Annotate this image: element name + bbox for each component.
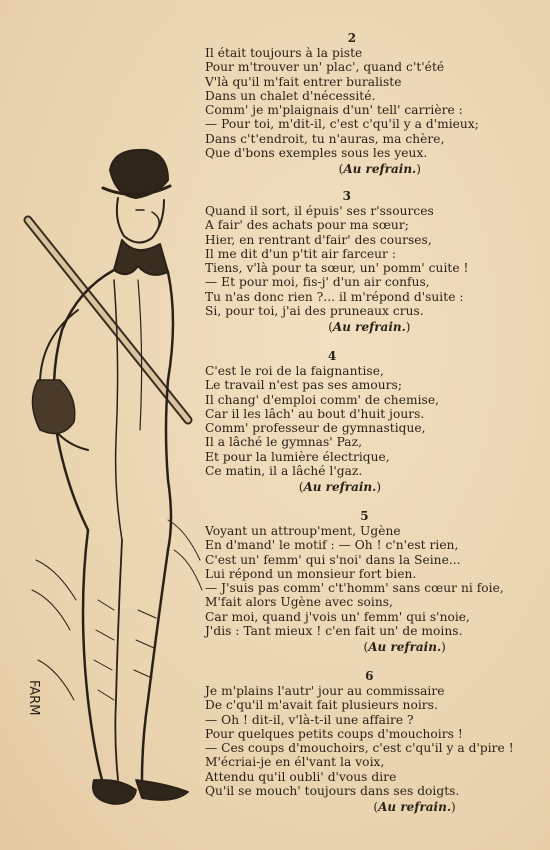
- verse-line: V'là qu'il m'fait entrer buraliste: [205, 74, 402, 89]
- stanza-6: [205, 668, 514, 816]
- verse-line: En d'mand' le motif : — Oh ! c'n'est rien,: [205, 538, 459, 553]
- refrain-marker: (Au refrain.): [338, 162, 421, 177]
- stanza-number: 6: [365, 669, 374, 683]
- verse-line: Car il les lâch' au bout d'huit jours.: [205, 406, 425, 421]
- verse-line: — J'suis pas comm' c't'homm' sans cœur ni foie,: [205, 581, 504, 596]
- verse-line: Dans c't'endroit, tu n'auras, ma chère,: [205, 131, 445, 146]
- verse-line: Je m'plains l'autr' jour au commissaire: [205, 684, 445, 698]
- stanza-number: 2: [347, 31, 357, 45]
- verse-line: Pour quelques petits coups d'mouchoirs !: [205, 726, 463, 741]
- stanza-number: 5: [360, 509, 369, 523]
- artist-signature: FARM: [26, 680, 41, 716]
- verse-line: Il chang' d'emploi comm' de chemise,: [205, 392, 440, 407]
- verse-line: — Pour toi, m'dit-il, c'est c'qu'il y a d'mieux;: [205, 117, 479, 132]
- verse-line: — Ces coups d'mouchoirs, c'est c'qu'il y a d'pire !: [205, 741, 514, 756]
- verse-line: Comm' je m'plaignais d'un' tell' carrière :: [205, 103, 463, 118]
- man-with-cane-illustration: [18, 140, 208, 830]
- verse-line: Ce matin, il a lâché l'gaz.: [205, 464, 363, 479]
- verse-line: Dans un chalet d'nécessité.: [205, 88, 376, 103]
- stanza-number: 3: [342, 189, 351, 203]
- verse-line: Tu n'as donc rien ?... il m'répond d'suite :: [205, 289, 464, 304]
- verse-line: Lui répond un monsieur fort bien.: [205, 566, 417, 581]
- verse-line: Tiens, v'là pour ta sœur, un' pomm' cuite !: [205, 261, 469, 276]
- refrain-marker: (Au refrain.): [363, 640, 446, 655]
- verse-line: C'est le roi de la faignantise,: [205, 364, 384, 378]
- refrain-marker: (Au refrain.): [298, 480, 382, 495]
- stanza-2: [205, 30, 479, 178]
- verse-line: Le travail n'est pas ses amours;: [205, 378, 403, 393]
- verse-line: Et pour la lumière électrique,: [205, 449, 390, 464]
- refrain-marker: (Au refrain.): [328, 320, 411, 335]
- verse-line: C'est un' femm' qui s'noi' dans la Seine...: [205, 552, 461, 567]
- stanza-4: [205, 348, 439, 496]
- verse-line: Quand il sort, il épuis' ses r'ssources: [205, 204, 434, 218]
- verse-line: Attendu qu'il oubli' d'vous dire: [205, 769, 397, 784]
- verse-line: J'dis : Tant mieux ! c'en fait un' de moins.: [205, 624, 463, 639]
- verse-line: Voyant un attroup'ment, Ugène: [205, 524, 401, 538]
- verse-line: M'fait alors Ugène avec soins,: [205, 595, 393, 610]
- verse-line: — Et pour moi, fis-j' d'un air confus,: [205, 275, 430, 290]
- stanza-number: 4: [327, 349, 337, 363]
- verse-line: Si, pour toi, j'ai des pruneaux crus.: [205, 304, 424, 319]
- verse-line: — Oh ! dit-il, v'là-t-il une affaire ?: [205, 712, 414, 727]
- verse-line: Qu'il se mouch' toujours dans ses doigts.: [205, 784, 460, 799]
- verse-line: Hier, en rentrant d'fair' des courses,: [205, 232, 432, 247]
- verse-line: Que d'bons exemples sous les yeux.: [205, 146, 428, 161]
- verse-line: A fair' des achats pour ma sœur;: [205, 218, 409, 233]
- verse-line: Il me dit d'un p'tit air farceur :: [205, 246, 397, 261]
- verse-line: Comm' professeur de gymnastique,: [205, 421, 426, 436]
- verse-line: De c'qu'il m'avait fait plusieurs noirs.: [205, 698, 438, 713]
- verse-line: Il a lâché le gymnas' Paz,: [205, 435, 362, 450]
- verse-line: Il était toujours à la piste: [205, 46, 363, 60]
- stanza-5: [205, 508, 504, 656]
- verse-line: M'écriai-je en él'vant la voix,: [205, 755, 385, 770]
- verse-line: Pour m'trouver un' plac', quand c't'été: [205, 60, 445, 75]
- verse-line: Car moi, quand j'vois un' femm' qui s'noie,: [205, 609, 470, 624]
- stanza-3: [205, 188, 468, 336]
- refrain-marker: (Au refrain.): [373, 800, 456, 815]
- sketch-drawing: [18, 140, 208, 830]
